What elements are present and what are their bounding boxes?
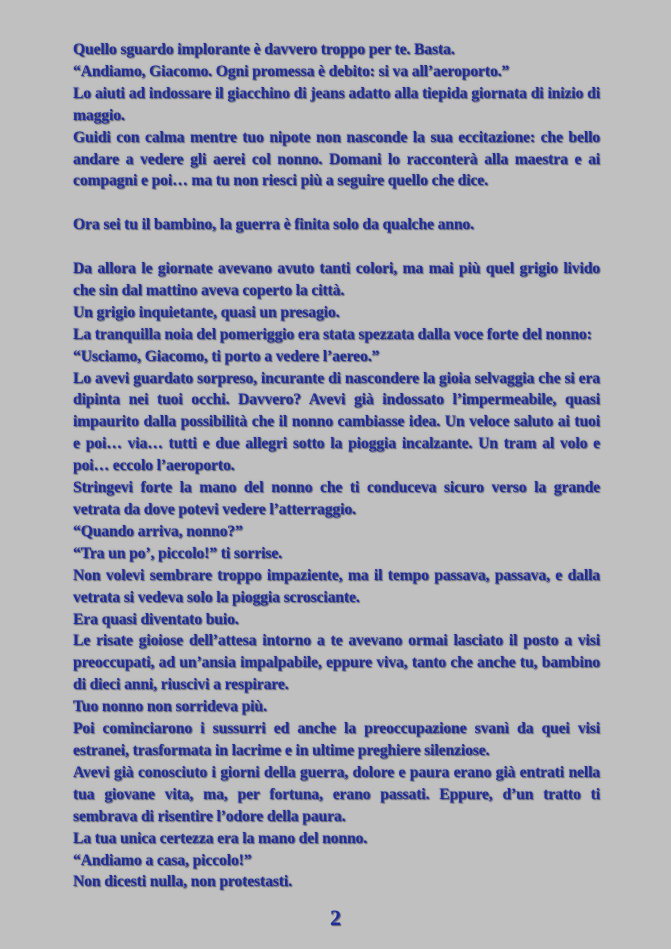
paragraph: “Andiamo a casa, piccolo!” (73, 851, 252, 869)
paragraph: Quello sguardo implorante è davvero troppo per te. Basta. (73, 41, 455, 58)
paragraph: “Quando arriva, nonno?” (73, 522, 243, 540)
paragraph: Un grigio inquietante, quasi un presagio. (73, 303, 340, 321)
paragraph: Tuo nonno non sorrideva più. (73, 698, 267, 716)
paragraph: Lo aiuti ad indossare il giacchino di jeans adatto alla tiepida giornata di inizio di maggio. (73, 84, 600, 124)
page-number: 2 (330, 905, 341, 930)
paragraph: La tranquilla noia del pomeriggio era stata spezzata dalla voce forte del nonno: (73, 325, 592, 343)
document-body (73, 39, 600, 893)
paragraph: La tua unica certezza era la mano del nonno. (73, 829, 368, 847)
paragraph: “Usciamo, Giacomo, ti porto a vedere l’aereo.” (73, 347, 380, 365)
paragraph: “Andiamo, Giacomo. Ogni promessa è debito: si va all’aeroporto.” (73, 62, 510, 80)
paragraph: Non volevi sembrare troppo impaziente, ma il tempo passava, passava, e dalla vetrata si vedeva solo la pioggia scrosciante. (73, 566, 600, 606)
paragraph: Stringevi forte la mano del nonno che ti conduceva sicuro verso la grande vetrata da dove potevi vedere l’atterraggio. (73, 479, 600, 518)
paragraph: “Tra un po’, piccolo!” ti sorrise. (73, 544, 282, 562)
paragraph: Non dicesti nulla, non protestasti. (73, 873, 292, 891)
paragraph: Poi cominciarono i sussurri ed anche la preoccupazione svanì da quei visi estranei, trasformata in lacrime e in ultime preghiere silenziose. (73, 720, 600, 759)
paragraph: Era quasi diventato buio. (73, 610, 239, 628)
paragraph-gap (73, 236, 600, 258)
paragraph: Da allora le giornate avevano avuto tanti colori, ma mai più quel grigio livido che sin dal mattino aveva coperto la città. (73, 260, 600, 299)
paragraph: Ora sei tu il bambino, la guerra è finita solo da qualche anno. (73, 216, 474, 234)
paragraph: Guidi con calma mentre tuo nipote non nasconde la sua eccitazione: che bello andare a vedere gli aerei col nonno. Domani lo racconterà alla maestra e ai compagni e poi… ma tu non riesci più a seguire quello che dice. (73, 128, 600, 190)
paragraph: Le risate gioiose dell’attesa intorno a te avevano ormai lasciato il posto a visi preoccupati, ad un’ansia impalpabile, eppure viva, tanto che anche tu, bambino di dieci anni, riuscivi a respirare. (73, 632, 600, 694)
paragraph-gap (73, 192, 600, 214)
paragraph: Lo avevi guardato sorpreso, incurante di nascondere la gioia selvaggia che si era dipinta nei tuoi occhi. Davvero? Avevi già indossato l’impermeabile, quasi impaurito dalla possibilità che il nonno cambiasse idea. Un veloce saluto ai tuoi e poi… via… tutti e due allegri sotto la pioggia incalzante. Un tram al volo e poi… eccolo l’aeroporto. (73, 369, 600, 475)
paragraph: Avevi già conosciuto i giorni della guerra, dolore e paura erano già entrati nella tua giovane vita, ma, per fortuna, erano passati. Eppure, d’un tratto ti sembrava di risentire l’odore della paura. (73, 763, 600, 825)
